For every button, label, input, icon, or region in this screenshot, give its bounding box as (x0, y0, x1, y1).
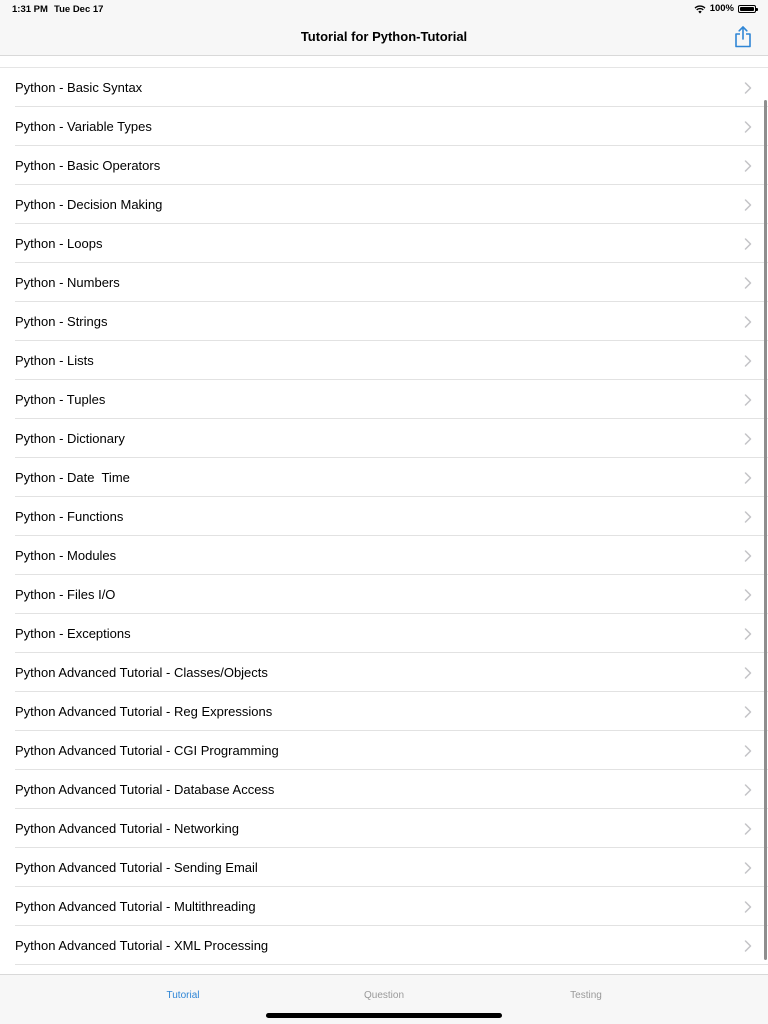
chevron-right-icon (744, 199, 752, 211)
chevron-right-icon (744, 550, 752, 562)
list-item-label: Python - Date Time (15, 470, 130, 485)
chevron-right-icon (744, 472, 752, 484)
chevron-right-icon (744, 589, 752, 601)
list-item-label: Python - Modules (15, 548, 117, 563)
chevron-right-icon (744, 82, 752, 94)
list-item[interactable] (0, 575, 768, 614)
chevron-right-icon (744, 706, 752, 718)
battery-icon (738, 5, 756, 13)
list-item-label: Python - Files I/O (15, 587, 116, 602)
list-item-label: Python - Lists (15, 353, 94, 368)
list-item-label: Python - Exceptions (15, 626, 131, 641)
list-item-label: Python - Tuples (15, 392, 106, 407)
chevron-right-icon (744, 823, 752, 835)
chevron-right-icon (744, 901, 752, 913)
chevron-right-icon (744, 667, 752, 679)
tutorial-list (0, 67, 768, 965)
status-date: Tue Dec 17 (54, 4, 104, 15)
chevron-right-icon (744, 628, 752, 640)
home-indicator (266, 1013, 502, 1018)
page-title: Tutorial for Python-Tutorial (300, 29, 468, 44)
chevron-right-icon (744, 277, 752, 289)
list-item-label: Python - Numbers (15, 275, 120, 290)
chevron-right-icon (744, 433, 752, 445)
chevron-right-icon (744, 784, 752, 796)
tab-testing[interactable]: Testing (570, 990, 602, 1001)
list-item[interactable] (0, 419, 768, 458)
list-item-label: Python - Variable Types (15, 119, 152, 134)
list-item[interactable] (0, 458, 768, 497)
list-item[interactable] (0, 731, 768, 770)
chevron-right-icon (744, 394, 752, 406)
tab-question[interactable]: Question (363, 990, 405, 1001)
navigation-bar (0, 18, 768, 56)
list-item-label: Python - Dictionary (15, 431, 125, 446)
chevron-right-icon (744, 862, 752, 874)
list-item[interactable] (0, 536, 768, 575)
list-item-label: Python Advanced Tutorial - CGI Programming (15, 743, 279, 758)
list-item[interactable] (0, 341, 768, 380)
list-item-label: Python Advanced Tutorial - Classes/Objects (15, 665, 268, 680)
list-item[interactable] (0, 692, 768, 731)
list-item[interactable] (0, 302, 768, 341)
list-item-label: Python Advanced Tutorial - Multithreading (15, 899, 256, 914)
chevron-right-icon (744, 160, 752, 172)
share-icon[interactable] (734, 26, 752, 48)
list-item-label: Python - Strings (15, 314, 108, 329)
list-item[interactable] (0, 926, 768, 965)
chevron-right-icon (744, 238, 752, 250)
list-item[interactable] (0, 614, 768, 653)
list-item[interactable] (0, 809, 768, 848)
list-item-label: Python Advanced Tutorial - XML Processing (15, 938, 269, 953)
wifi-icon (694, 4, 706, 14)
list-item[interactable] (0, 653, 768, 692)
list-item[interactable] (0, 770, 768, 809)
list-item-label: Python - Functions (15, 509, 124, 524)
list-item[interactable] (0, 497, 768, 536)
list-item[interactable] (0, 146, 768, 185)
scrollbar[interactable] (764, 100, 767, 960)
chevron-right-icon (744, 121, 752, 133)
chevron-right-icon (744, 940, 752, 952)
chevron-right-icon (744, 745, 752, 757)
list-item[interactable] (0, 68, 768, 107)
list-item-label: Python Advanced Tutorial - Reg Expressions (15, 704, 273, 719)
list-item-label: Python Advanced Tutorial - Sending Email (15, 860, 258, 875)
list-item-label: Python Advanced Tutorial - Database Access (15, 782, 275, 797)
list-item[interactable] (0, 263, 768, 302)
list-item[interactable] (0, 887, 768, 926)
list-item-label: Python - Basic Operators (15, 158, 161, 173)
list-item[interactable] (0, 224, 768, 263)
status-right-group (694, 3, 756, 14)
list-item[interactable] (0, 107, 768, 146)
list-item[interactable] (0, 848, 768, 887)
list-item-label: Python - Basic Syntax (15, 80, 143, 95)
list-item[interactable] (0, 380, 768, 419)
chevron-right-icon (744, 316, 752, 328)
status-bar (0, 0, 768, 18)
list-item[interactable] (0, 185, 768, 224)
chevron-right-icon (744, 511, 752, 523)
list-item-label: Python Advanced Tutorial - Networking (15, 821, 240, 836)
status-time: 1:31 PM (12, 4, 48, 15)
chevron-right-icon (744, 355, 752, 367)
tab-tutorial[interactable]: Tutorial (166, 990, 200, 1001)
list-item-label: Python - Loops (15, 236, 103, 251)
battery-percent: 100% (709, 3, 734, 14)
list-item-label: Python - Decision Making (15, 197, 163, 212)
